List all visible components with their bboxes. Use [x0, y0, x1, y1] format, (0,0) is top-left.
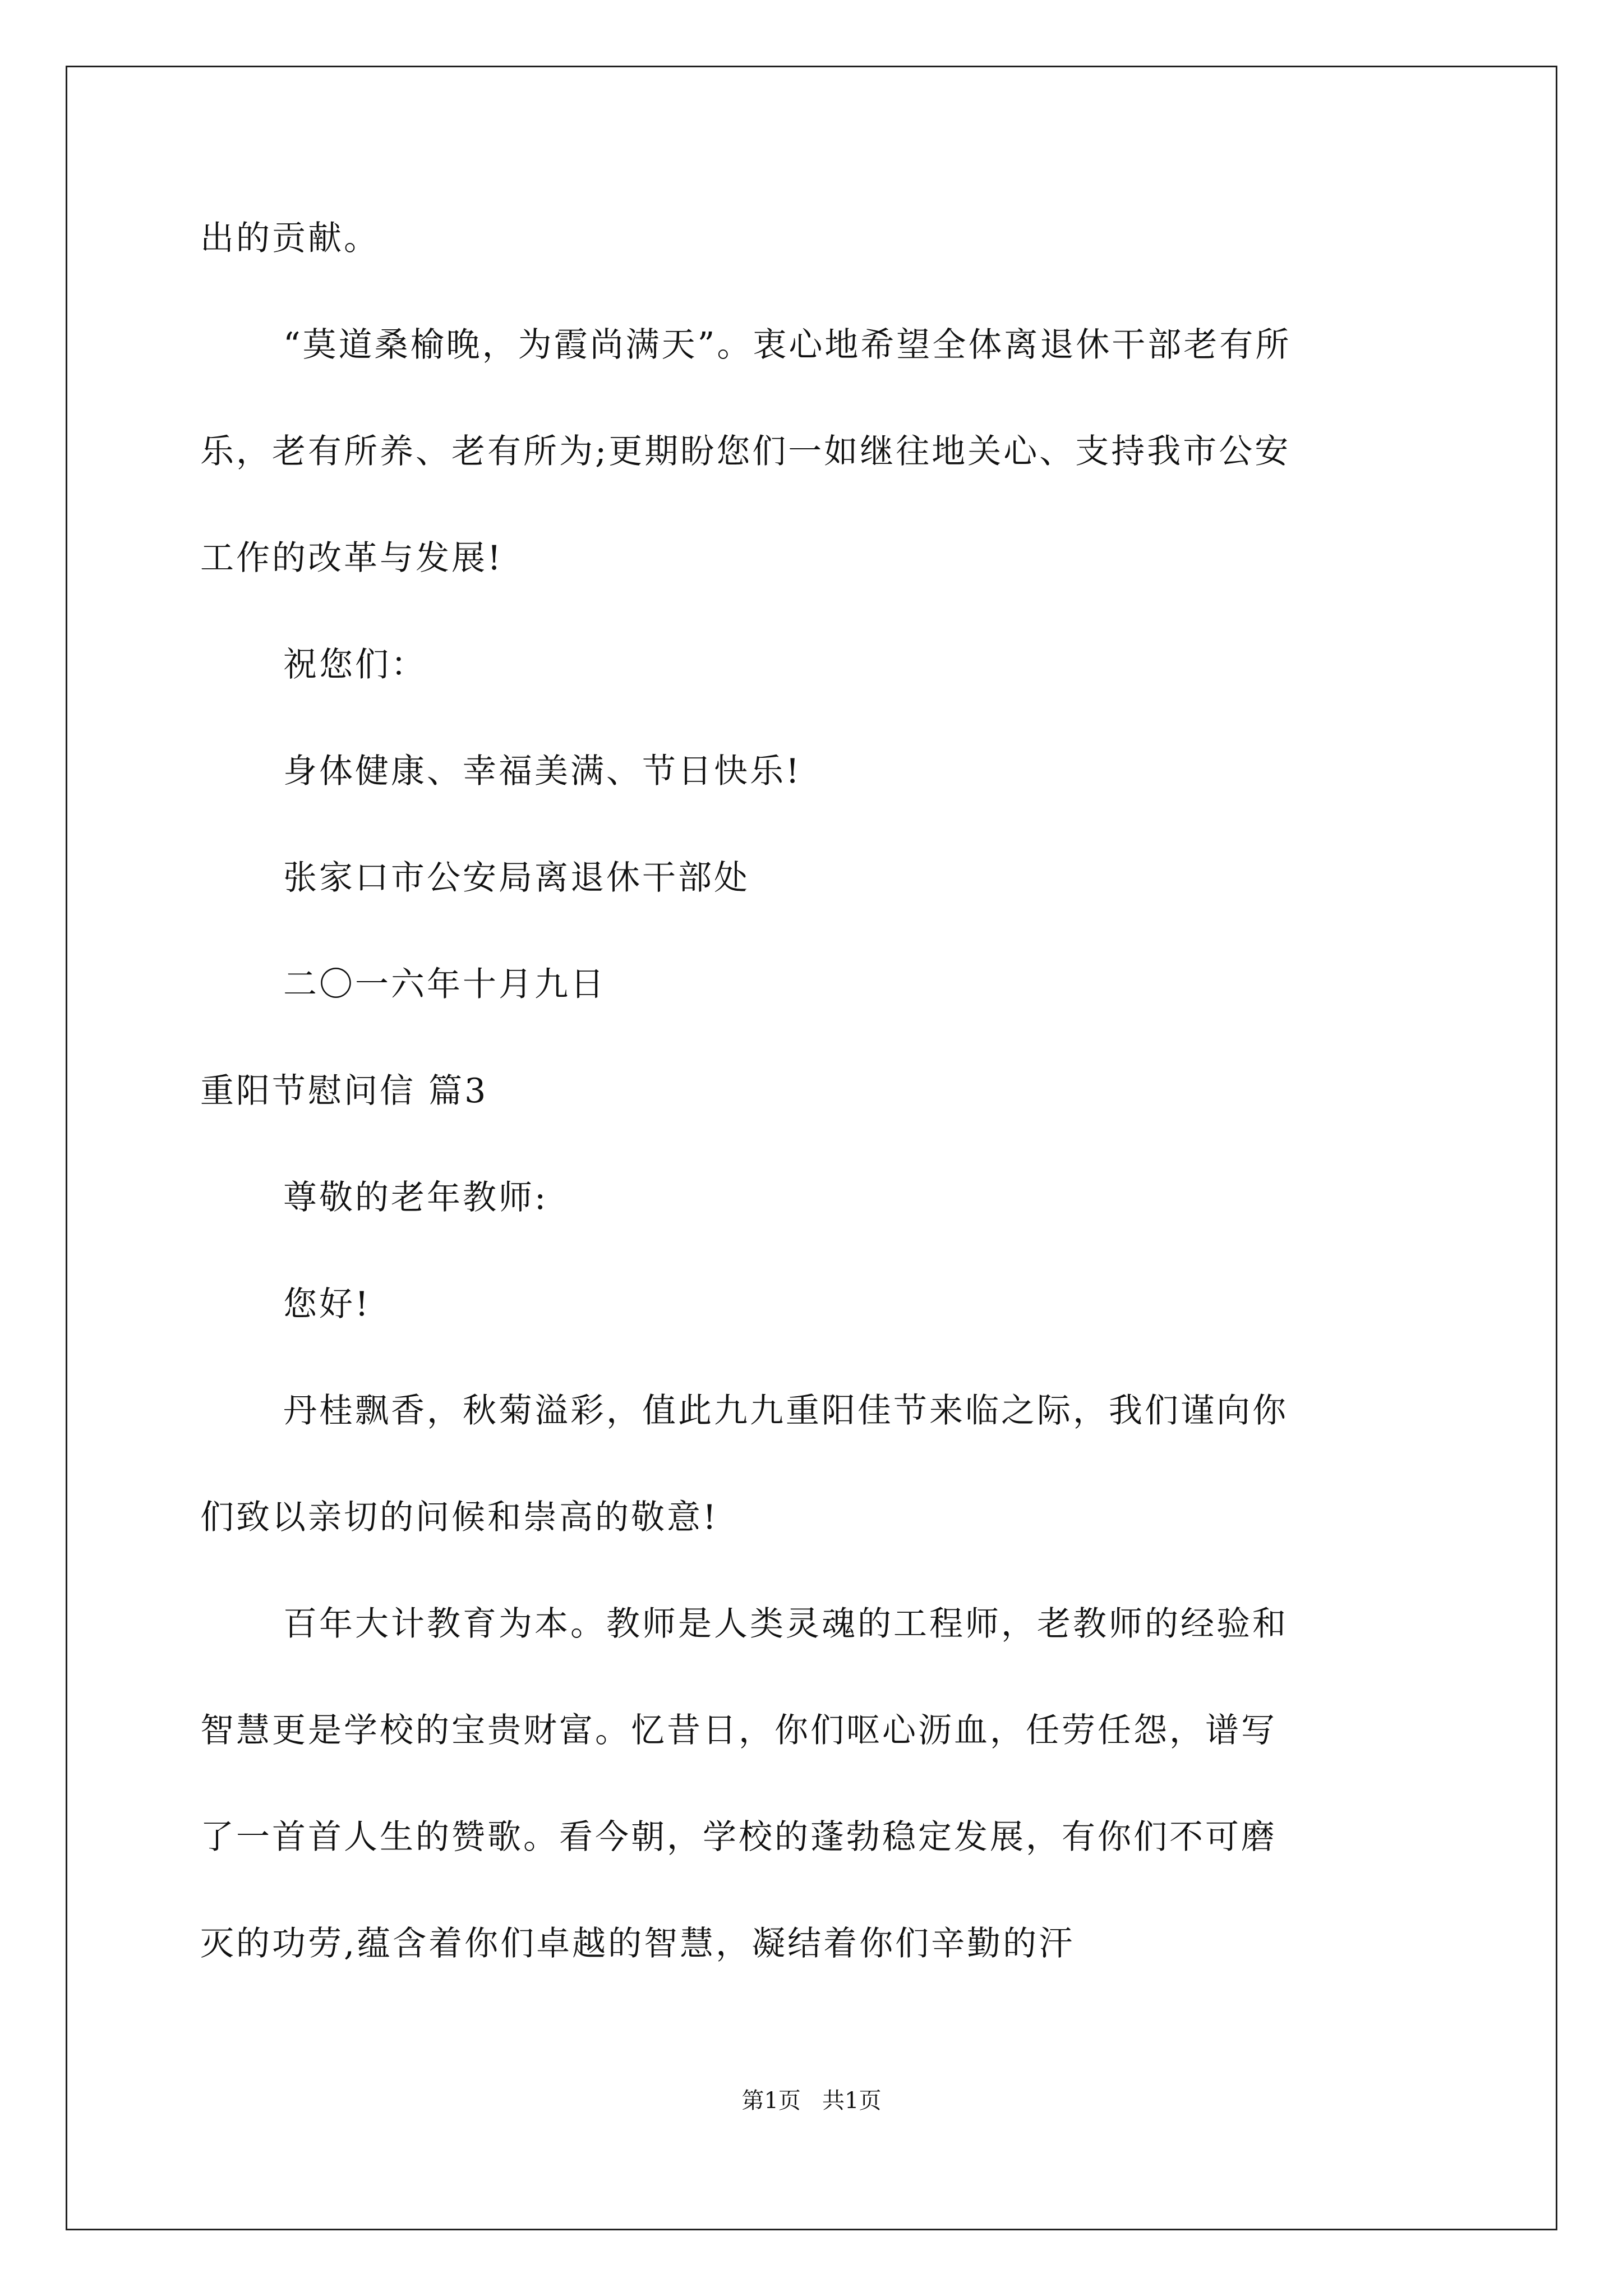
paragraph-line: 丹桂飘香，秋菊溢彩，值此九九重阳佳节来临之际，我们谨向你	[283, 1391, 1288, 1430]
paragraph-line: 们致以亲切的问候和崇高的敬意!	[200, 1498, 719, 1537]
date-line: 二〇一六年十月九日	[283, 965, 606, 1004]
page-footer: 第1页 共1页	[741, 2088, 882, 2114]
greeting-line: 您好!	[283, 1285, 371, 1324]
signature-line: 张家口市公安局离退休干部处	[283, 858, 750, 898]
paragraph-line: 出的贡献。	[200, 219, 380, 258]
paragraph-line: 灭的功劳,蕴含着你们卓越的智慧，凝结着你们辛勤的汗	[200, 1924, 1075, 1963]
paragraph-line: 百年大计教育为本。教师是人类灵魂的工程师，老教师的经验和	[283, 1604, 1288, 1644]
paragraph-line: 了一首首人生的赞歌。看今朝，学校的蓬勃稳定发展，有你们不可磨	[200, 1818, 1277, 1857]
paragraph-line: 智慧更是学校的宝贵财富。忆昔日，你们呕心沥血，任劳任怨，谱写	[200, 1711, 1277, 1750]
section-heading: 重阳节慰问信 篇3	[200, 1071, 488, 1111]
paragraph-line: 乐，老有所养、老有所为;更期盼您们一如继往地关心、支持我市公安	[200, 432, 1291, 471]
paragraph-line: 工作的改革与发展!	[200, 539, 504, 578]
paragraph-line: 身体健康、幸福美满、节日快乐!	[283, 752, 802, 791]
paragraph-line: 祝您们：	[283, 645, 427, 684]
page-border	[66, 66, 1557, 2230]
salutation-line: 尊敬的老年教师:	[283, 1178, 548, 1217]
paragraph-line: “莫道桑榆晚，为霞尚满天”。衷心地希望全体离退休干部老有所	[283, 325, 1292, 365]
